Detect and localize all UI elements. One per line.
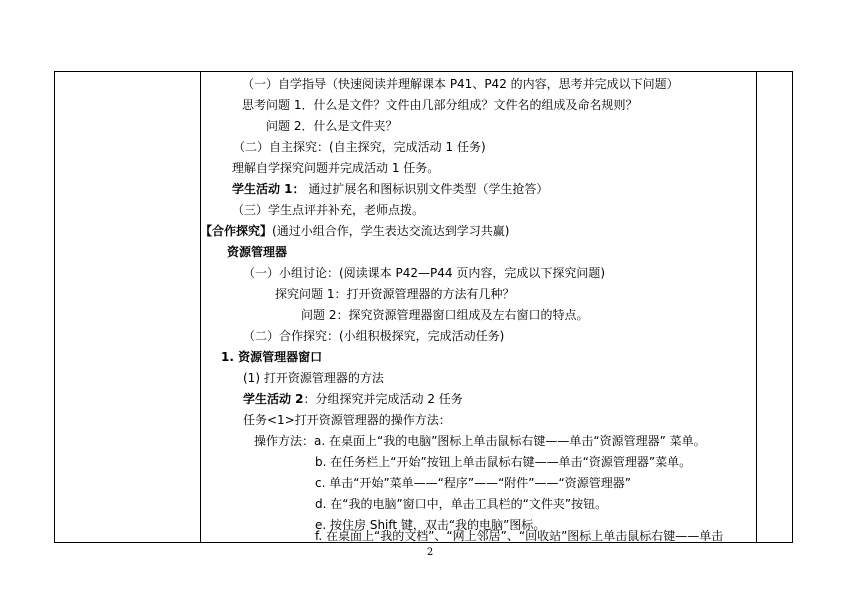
page-number: 2 bbox=[426, 547, 434, 558]
column-divider-left bbox=[200, 72, 201, 542]
section-heading: 【合作探究】(通过小组合作，学生表达交流达到学习共赢) bbox=[200, 224, 510, 238]
text-line: （二）自主探究：(自主探究，完成活动 1 任务) bbox=[233, 140, 486, 154]
text-line: 问题 2．什么是文件夹？ bbox=[266, 119, 398, 133]
text-line: （一）小组讨论：(阅读课本 P42—P44 页内容，完成以下探究问题) bbox=[243, 266, 606, 280]
text-line: (1) 打开资源管理器的方法 bbox=[243, 371, 384, 385]
text-line: e. 按住房 Shift 键，双击“我的电脑”图标。 bbox=[315, 518, 546, 532]
text-line: （二）合作探究：(小组积极探究，完成活动任务) bbox=[243, 329, 505, 343]
column-divider-right bbox=[756, 72, 757, 542]
section-heading: 1. 资源管理器窗口 bbox=[221, 350, 323, 364]
text-line: 思考问题 1．什么是文件？文件由几部分组成？文件名的组成及命名规则？ bbox=[242, 98, 638, 112]
text-line: c. 单击“开始”菜单——“程序”——“附件”——“资源管理器” bbox=[315, 476, 631, 490]
text-line: 探究问题 1：打开资源管理器的方法有几种？ bbox=[275, 287, 515, 301]
text-line: 任务<1>打开资源管理器的操作方法： bbox=[243, 413, 451, 427]
section-heading: 资源管理器 bbox=[227, 245, 288, 259]
text-line: 学生活动 2：分组探究并完成活动 2 任务 bbox=[243, 392, 463, 406]
text-line: 理解自学探究问题并完成活动 1 任务。 bbox=[232, 161, 440, 175]
text-line: 操作方法：a. 在桌面上“我的电脑”图标上单击鼠标右键——单击“资源管理器” 菜单。 bbox=[254, 434, 706, 448]
text-line: 学生活动 1： 通过扩展名和图标识别文件类型（学生抢答） bbox=[232, 182, 549, 196]
text-line: 问题 2：探究资源管理器窗口组成及左右窗口的特点。 bbox=[301, 308, 589, 322]
text-line: （一）自学指导（快速阅读并理解课本 P41、P42 的内容，思考并完成以下问题） bbox=[242, 77, 679, 91]
text-line: f. 在桌面上“我的文档”、“网上邻居”、“回收站”图标上单击鼠标右键——单击 bbox=[315, 529, 724, 543]
text-line: （三）学生点评并补充，老师点拨。 bbox=[232, 203, 425, 217]
text-line: b. 在任务栏上“开始”按钮上单击鼠标右键——单击“资源管理器”菜单。 bbox=[315, 455, 692, 469]
text-line: d. 在“我的电脑”窗口中，单击工具栏的“文件夹”按钮。 bbox=[315, 497, 608, 511]
